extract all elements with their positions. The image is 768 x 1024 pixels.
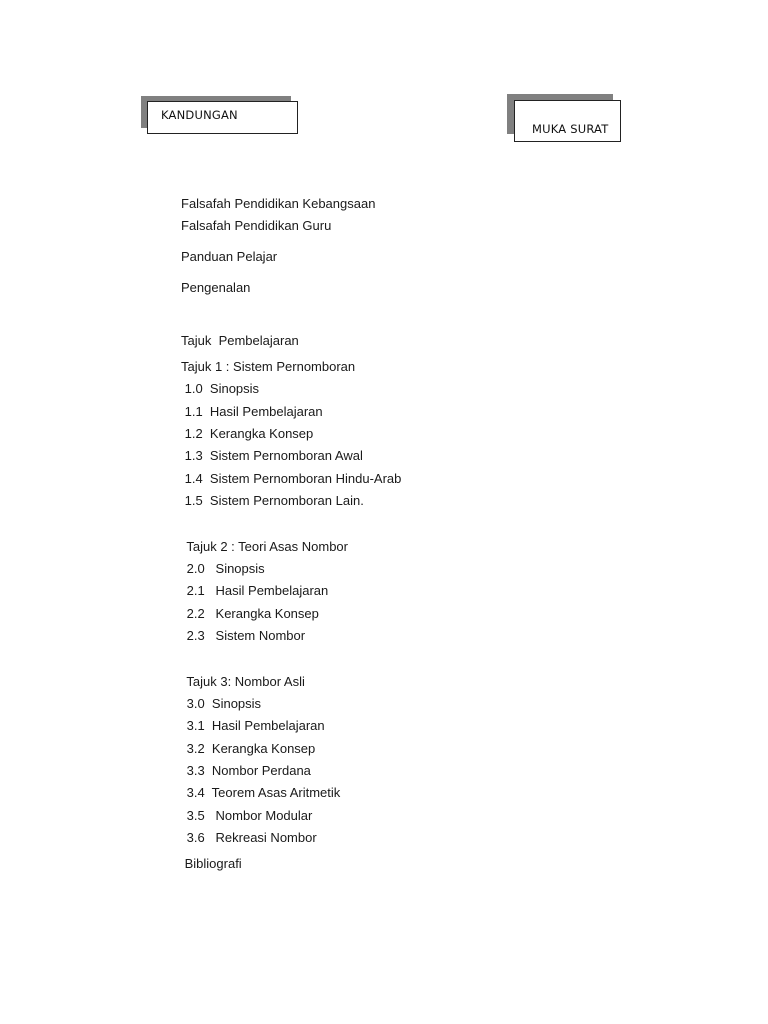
- toc-item: 3.1 Hasil Pembelajaran: [183, 718, 325, 733]
- toc-entry-bibliography: Bibliografi: [181, 856, 242, 871]
- toc-item: 3.0 Sinopsis: [183, 696, 262, 711]
- topic-title: Tajuk 2 : Teori Asas Nombor: [183, 539, 348, 554]
- toc-item: 1.3 Sistem Pernomboran Awal: [181, 448, 363, 463]
- topic-title: Tajuk 1 : Sistem Pernomboran: [181, 359, 356, 374]
- toc-item: 3.5 Nombor Modular: [183, 808, 313, 823]
- toc-item: 1.2 Kerangka Konsep: [181, 426, 314, 441]
- toc-item: 3.4 Teorem Asas Aritmetik: [183, 785, 341, 800]
- toc-item: 1.4 Sistem Pernomboran Hindu-Arab: [181, 471, 402, 486]
- toc-item: 2.3 Sistem Nombor: [183, 628, 306, 643]
- toc-entry: Falsafah Pendidikan Kebangsaan: [181, 196, 376, 211]
- page-heading: MUKA SURAT: [532, 122, 609, 136]
- toc-item: 1.5 Sistem Pernomboran Lain.: [181, 493, 364, 508]
- toc-entry: Panduan Pelajar: [181, 249, 278, 264]
- toc-item: 2.2 Kerangka Konsep: [183, 606, 319, 621]
- page-heading-box: [514, 100, 621, 142]
- contents-heading-box: [147, 101, 298, 134]
- toc-entry: Pengenalan: [181, 280, 251, 295]
- toc-item: 3.2 Kerangka Konsep: [183, 741, 316, 756]
- toc-item: 3.3 Nombor Perdana: [183, 763, 311, 778]
- contents-heading: KANDUNGAN: [161, 108, 238, 122]
- toc-entry: Falsafah Pendidikan Guru: [181, 218, 332, 233]
- toc-item: 2.0 Sinopsis: [183, 561, 265, 576]
- topic-title: Tajuk 3: Nombor Asli: [183, 674, 305, 689]
- toc-item: 1.1 Hasil Pembelajaran: [181, 404, 323, 419]
- toc-item: 1.0 Sinopsis: [181, 381, 260, 396]
- section-heading: Tajuk Pembelajaran: [181, 333, 299, 348]
- toc-item: 3.6 Rekreasi Nombor: [183, 830, 317, 845]
- toc-item: 2.1 Hasil Pembelajaran: [183, 583, 329, 598]
